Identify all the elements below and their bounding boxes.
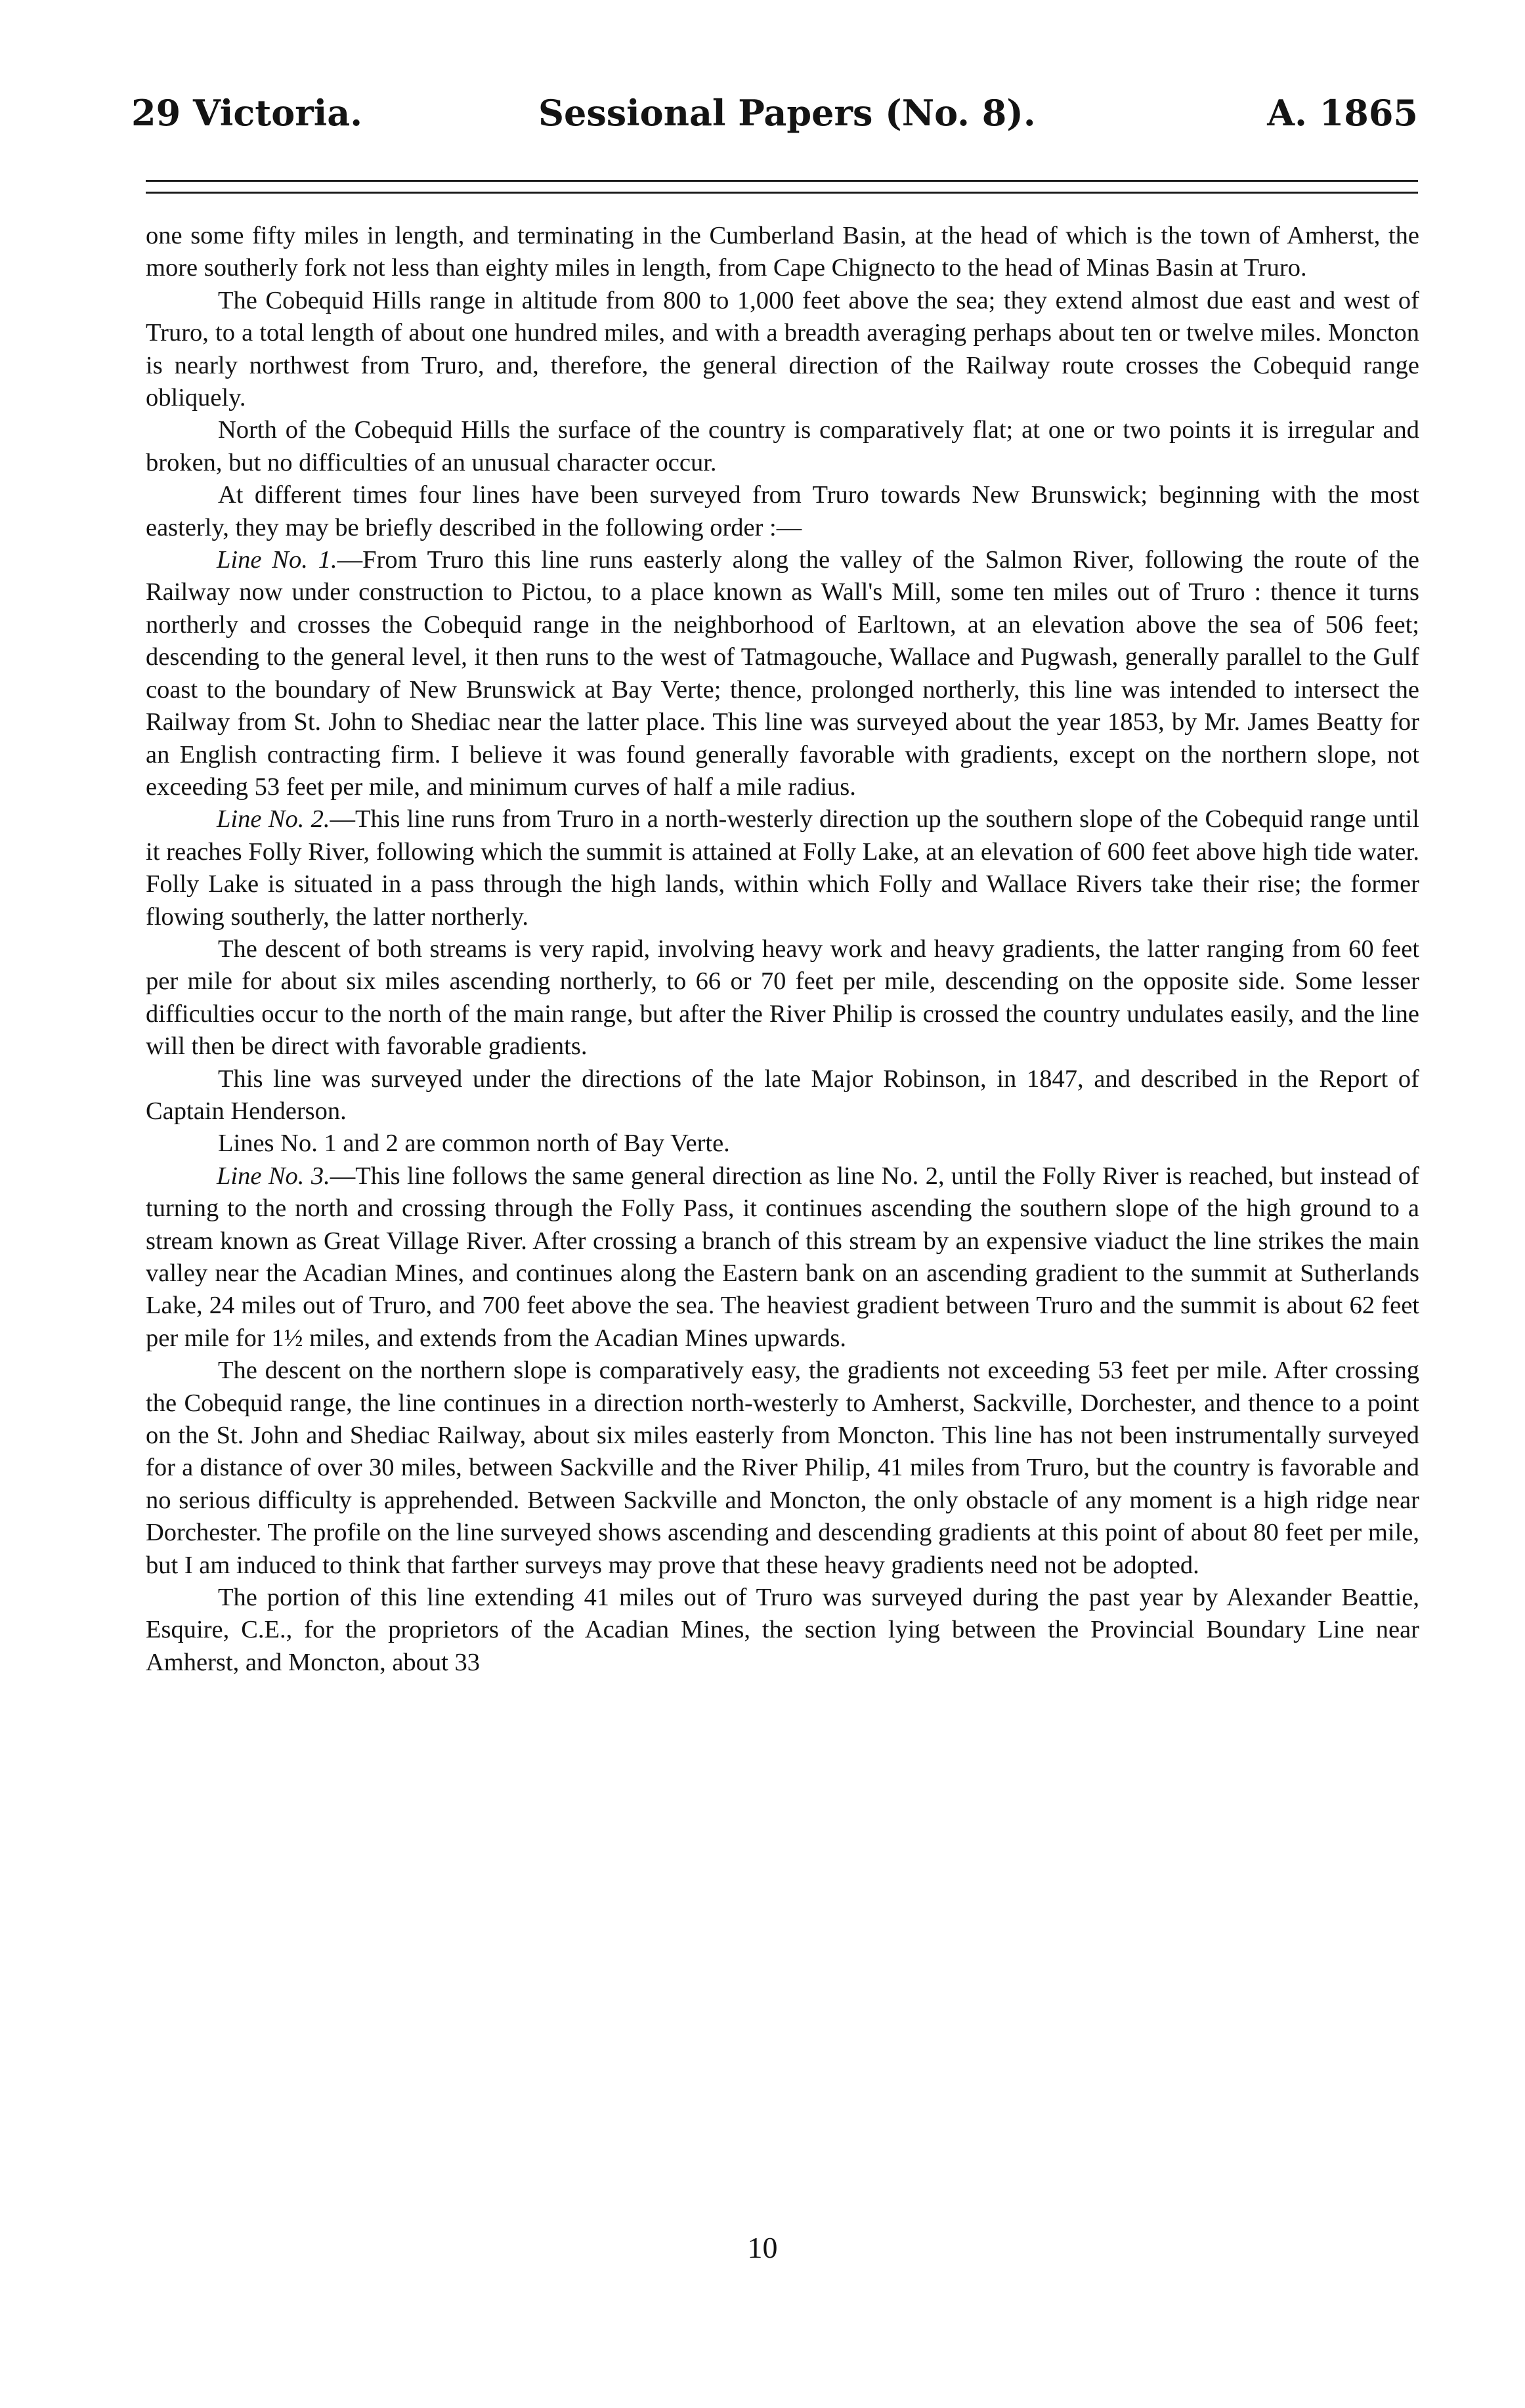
page-body bbox=[146, 220, 1419, 2222]
paragraph-text: The portion of this line extending 41 miles out of Truro was surveyed during the past year by Alexander Beattie, Esquire, C.E., for the proprietors of the Acadian Mines, the section lying between the Provincial Boundary Line near Amherst, and Moncton, about 33 bbox=[146, 1584, 1419, 1676]
paragraph-text: one some fifty miles in length, and terminating in the Cumberland Basin, at the head of which is the town of Amherst, the more southerly fork not less than eighty miles in length, from Cape Chignecto to the head of Minas Basin at Truro. bbox=[146, 222, 1419, 282]
paragraph-text: —This line runs from Truro in a north-westerly direction up the southern slope of the Cobequid range until it reaches Folly River, following which the summit is attained at Folly Lake, at an elevation of 600 feet above high tide water. Folly Lake is situated in a pass through the high lands, within which Folly and Wallace Rivers take their rise; the former flowing southerly, the latter northerly. bbox=[146, 805, 1419, 931]
paragraph bbox=[146, 285, 1419, 415]
page-number: 10 bbox=[747, 2231, 778, 2264]
paragraph-text: At different times four lines have been surveyed from Truro towards New Brunswick; beginning with the most easterly, they may be briefly described in the following order :— bbox=[146, 481, 1419, 541]
header-rule-upper bbox=[146, 180, 1418, 182]
header-year: A. 1865 bbox=[1267, 92, 1418, 134]
running-header bbox=[131, 92, 1418, 144]
paragraph bbox=[146, 1582, 1419, 1679]
paragraph bbox=[146, 803, 1419, 933]
paragraph bbox=[146, 1063, 1419, 1128]
paragraph-text: North of the Cobequid Hills the surface of the country is comparatively flat; at one or two points it is irregular and broken, but no difficulties of an unusual character occur. bbox=[146, 416, 1419, 476]
header-rule-lower bbox=[146, 192, 1418, 194]
paragraph bbox=[146, 1355, 1419, 1582]
paragraph bbox=[146, 1128, 1419, 1160]
header-title: Sessional Papers (No. 8). bbox=[538, 92, 1036, 134]
line-heading: Line No. 3. bbox=[217, 1162, 330, 1190]
header-session: 29 Victoria. bbox=[131, 92, 363, 134]
paragraph-text: The descent of both streams is very rapid, involving heavy work and heavy gradients, the latter ranging from 60 feet per mile for about six miles ascending northerly, to 66 or 70 feet per mile, descending on the opposite side. Some lesser difficulties occur to the north of the main range, but after the River Philip is crossed the country undulates easily, and the line will then be direct with favorable gradients. bbox=[146, 935, 1419, 1061]
paragraph bbox=[146, 933, 1419, 1063]
paragraph bbox=[146, 1160, 1419, 1355]
paragraph-text: This line was surveyed under the directions of the late Major Robinson, in 1847, and described in the Report of Captain Henderson. bbox=[146, 1065, 1419, 1125]
paragraph-text: Lines No. 1 and 2 are common north of Bay Verte. bbox=[218, 1130, 730, 1158]
line-heading: Line No. 1. bbox=[217, 546, 337, 574]
paragraph-text: The descent on the northern slope is comparatively easy, the gradients not exceeding 53 feet per mile. After crossing the Cobequid range, the line continues in a direction north-westerly to Amherst, Sackville, Dorchester, and thence to a point on the St. John and Shediac Railway, about six miles easterly from Moncton. This line has not been instrumentally surveyed for a distance of over 30 miles, between Sackville and the River Philip, 41 miles from Truro, but the country is favorable and no serious difficulty is apprehended. Between Sackville and Moncton, the only obstacle of any moment is a high ridge near Dorchester. The profile on the line surveyed shows ascending and descending gradients at this point of about 80 feet per mile, but I am induced to think that farther surveys may prove that these heavy gradients need not be adopted. bbox=[146, 1357, 1419, 1579]
paragraph-text: —From Truro this line runs easterly along the valley of the Salmon River, following the route of the Railway now under construction to Pictou, to a place known as Wall's Mill, some ten miles out of Truro : thence it turns northerly and crosses the Cobequid range in the neighborhood of Earltown, at an elevation above the sea of 506 feet; descending to the general level, it then runs to the west of Tatmagouche, Wallace and Pugwash, generally parallel to the Gulf coast to the boundary of New Brunswick at Bay Verte; thence, prolonged northerly, this line was intended to intersect the Railway from St. John to Shediac near the latter place. This line was surveyed about the year 1853, by Mr. James Beatty for an English contracting firm. I believe it was found generally favorable with gradients, except on the northern slope, not exceeding 53 feet per mile, and minimum curves of half a mile radius. bbox=[146, 546, 1419, 801]
paragraph bbox=[146, 220, 1419, 285]
paragraph-text: —This line follows the same general direction as line No. 2, until the Folly River is reached, but instead of turning to the north and crossing through the Folly Pass, it continues ascending the southern slope of the high ground to a stream known as Great Village River. After crossing a branch of this stream by an expensive viaduct the line strikes the main valley near the Acadian Mines, and continues along the Eastern bank on an ascending gradient to the summit at Sutherlands Lake, 24 miles out of Truro, and 700 feet above the sea. The heaviest gradient between Truro and the summit is about 62 feet per mile for 1½ miles, and extends from the Acadian Mines upwards. bbox=[146, 1162, 1419, 1352]
paragraph bbox=[146, 479, 1419, 544]
paragraph bbox=[146, 544, 1419, 803]
paragraph-text: The Cobequid Hills range in altitude from 800 to 1,000 feet above the sea; they extend almost due east and west of Truro, to a total length of about one hundred miles, and with a breadth averaging perhaps about ten or twelve miles. Moncton is nearly northwest from Truro, and, therefore, the general direction of the Railway route crosses the Cobequid range obliquely. bbox=[146, 286, 1419, 412]
line-heading: Line No. 2. bbox=[217, 805, 330, 834]
paragraph bbox=[146, 414, 1419, 479]
